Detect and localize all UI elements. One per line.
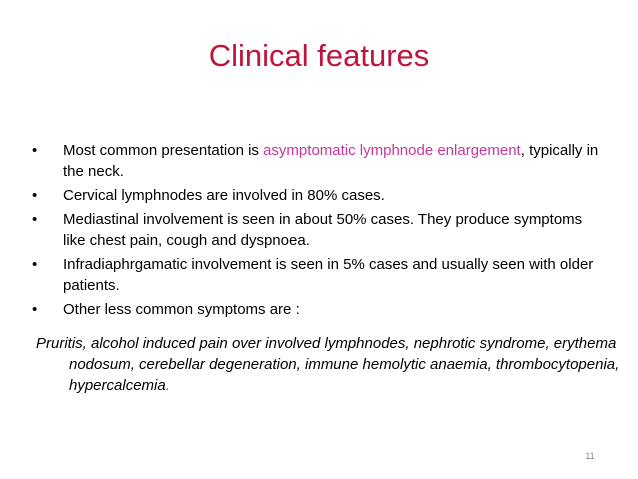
slide-number: 11 xyxy=(585,451,595,461)
bullet-marker: • xyxy=(32,256,38,273)
bullet-text: Other less common symptoms are : xyxy=(63,301,300,318)
bullet-text: Mediastinal involvement is seen in about 50% cases. They produce symptoms like chest pain, cough and dyspnoea. xyxy=(63,211,583,249)
symptoms-period: . xyxy=(165,377,170,394)
bullet-item xyxy=(32,254,607,296)
highlighted-text: asymptomatic lymphnode enlargement xyxy=(263,142,521,159)
bullet-text: Cervical lymphnodes are involved in 80% cases. xyxy=(63,187,385,204)
symptoms-text: Pruritis, alcohol induced pain over involved lymphnodes, nephrotic syndrome, erythema nodosum, cerebellar degeneration, immune hemolytic anaemia, thrombocytopenia, hypercalcemia xyxy=(36,335,620,394)
bullet-text-end: , typically in the neck. xyxy=(63,142,599,180)
bullet-item xyxy=(32,140,607,182)
bullet-marker: • xyxy=(32,211,38,228)
bullet-marker: • xyxy=(32,187,38,204)
bullet-text: Infradiaphrgamatic involvement is seen in 5% cases and usually seen with older patients. xyxy=(63,256,594,294)
bullet-item xyxy=(32,299,607,320)
bullet-text: Most common presentation is xyxy=(63,142,264,159)
slide-title: Clinical features xyxy=(208,38,430,73)
bullet-list xyxy=(32,140,607,323)
symptoms-paragraph xyxy=(36,333,634,396)
bullet-marker: • xyxy=(32,301,38,318)
bullet-marker: • xyxy=(32,142,38,159)
bullet-item xyxy=(32,185,607,206)
bullet-item xyxy=(32,209,607,251)
